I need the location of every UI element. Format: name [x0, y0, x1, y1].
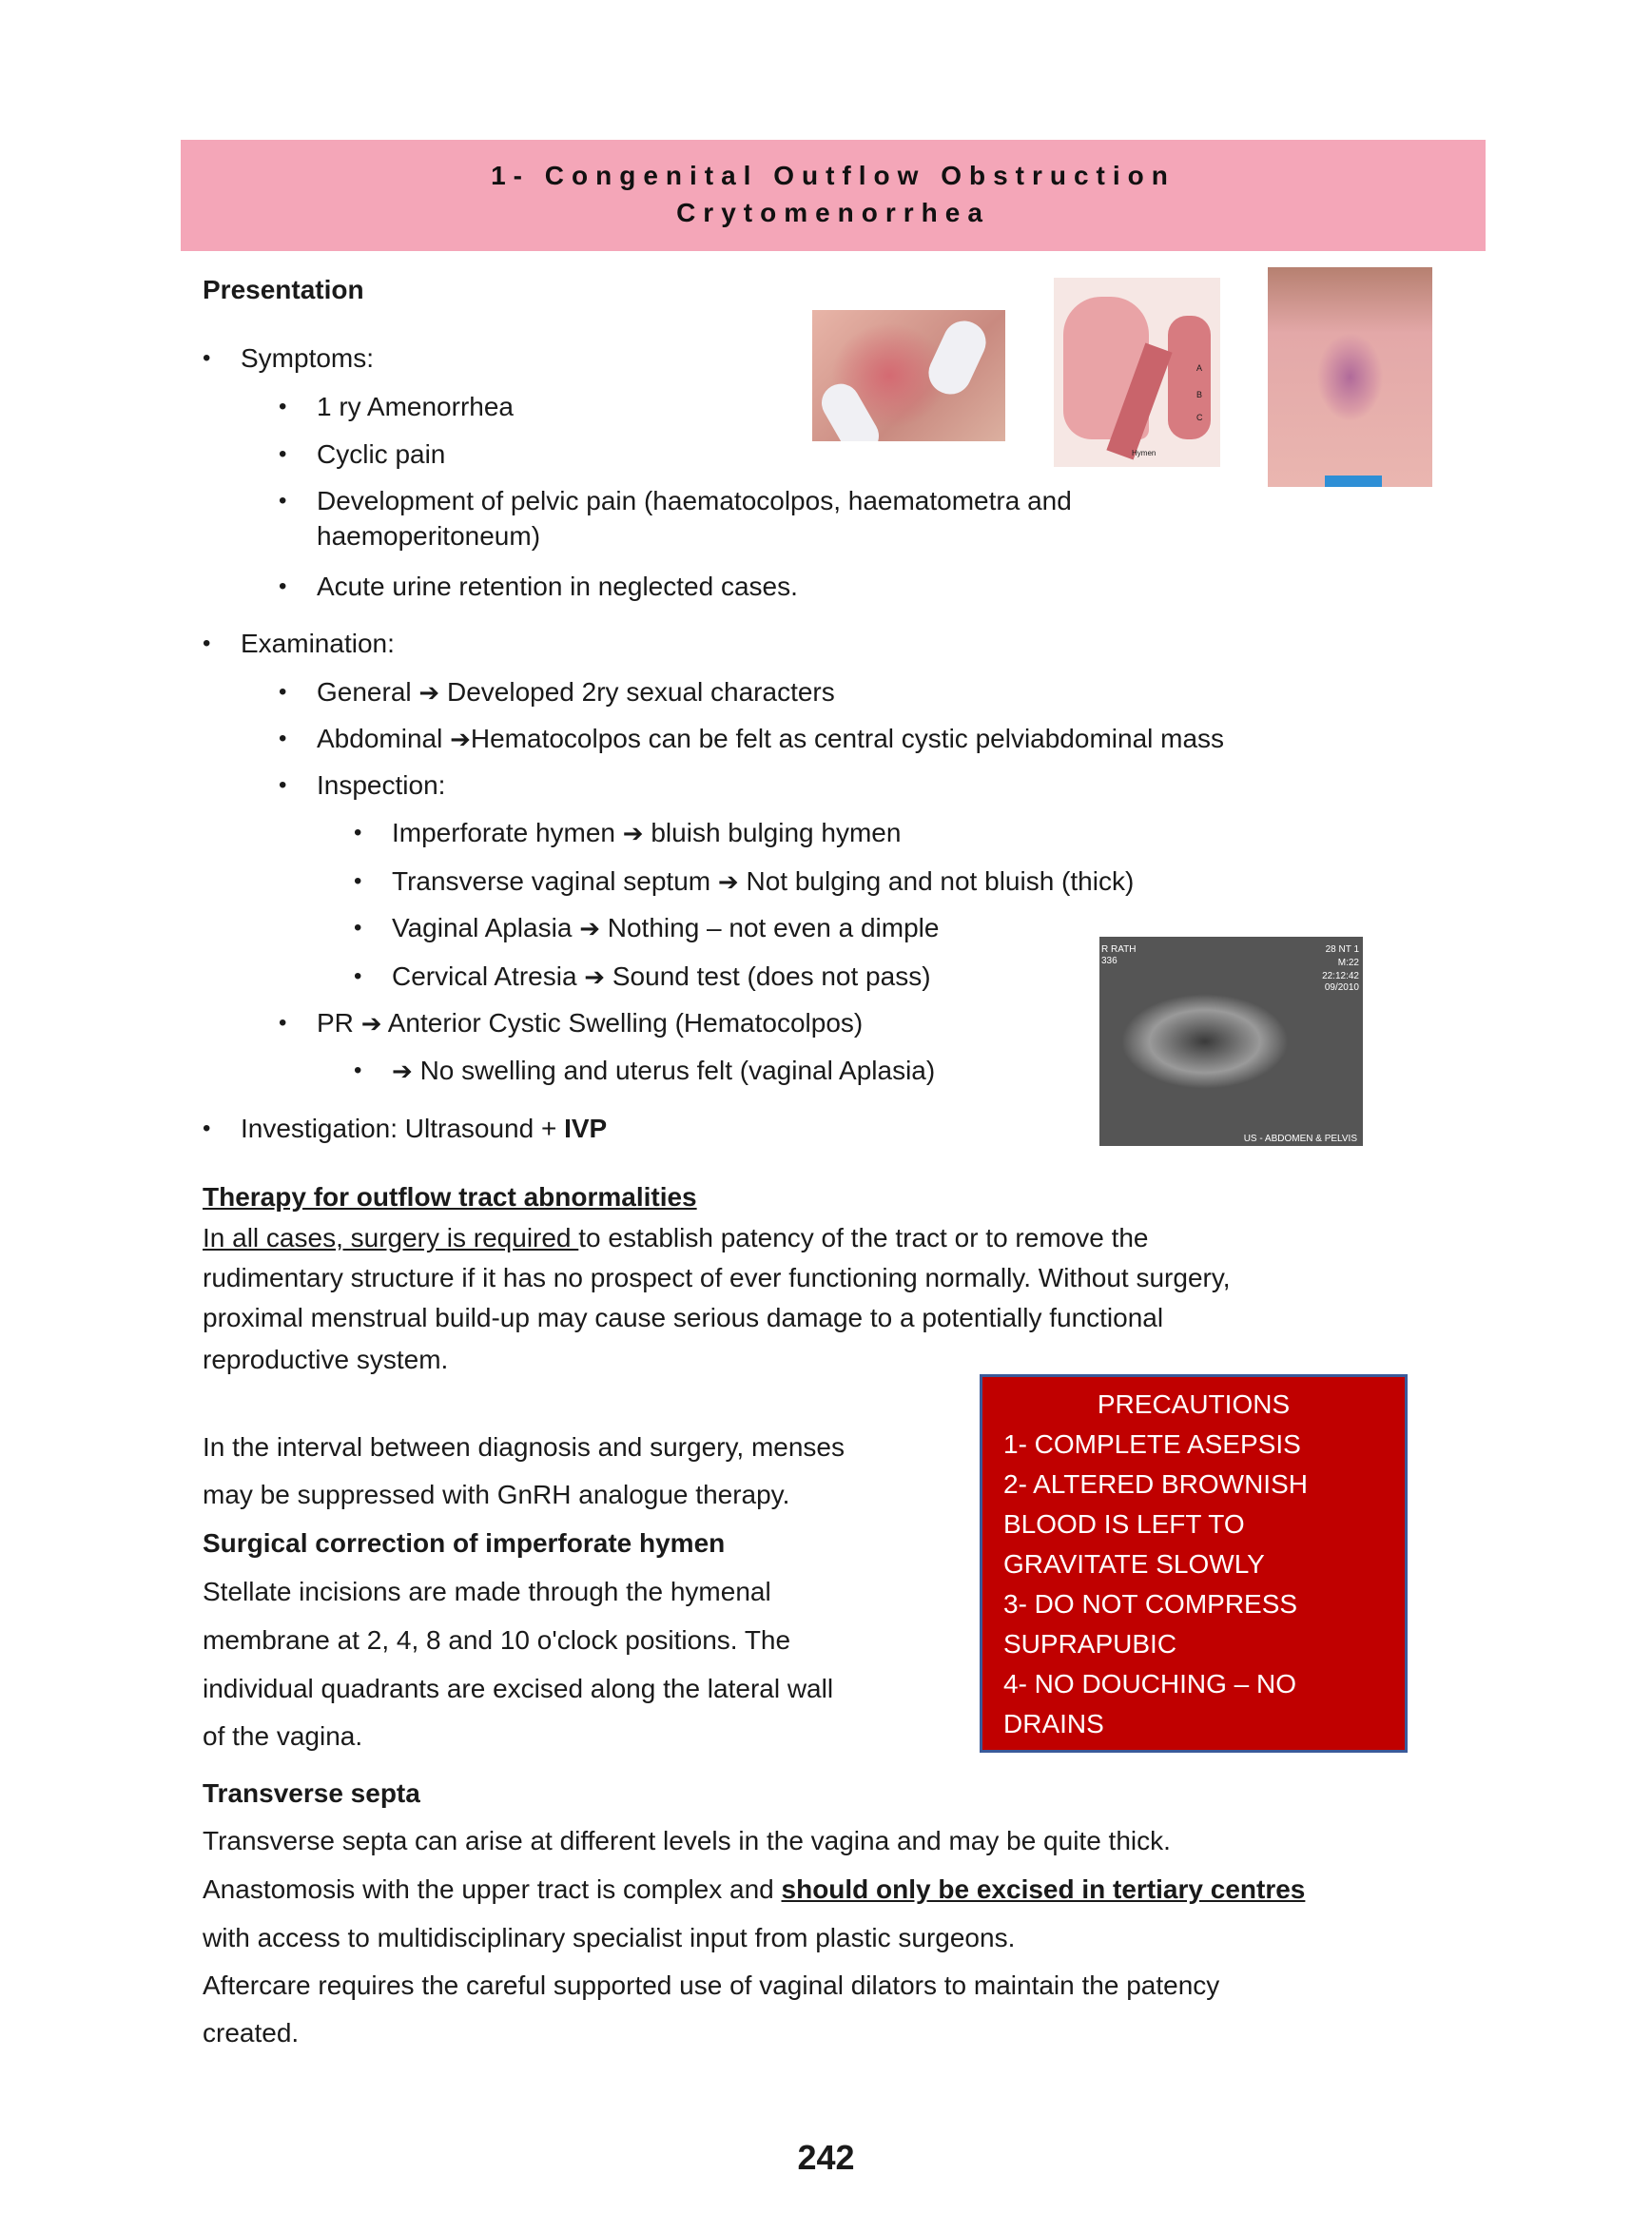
bullet-icon: • [354, 915, 362, 941]
inspection-label: Inspection: [317, 770, 446, 800]
inspection-item: Transverse vaginal septum ➔ Not bulging and not bluish (thick) [392, 866, 1135, 897]
symptom-item: Cyclic pain [317, 439, 446, 469]
surgical-text: individual quadrants are excised along the lateral wall [203, 1674, 834, 1703]
exam-general: General ➔ Developed 2ry sexual characters [317, 677, 835, 708]
section-header [181, 140, 1486, 251]
therapy-text: proximal menstrual build-up may cause serious damage to a potentially functional [203, 1303, 1164, 1332]
bullet-icon: • [203, 1116, 211, 1141]
septa-heading: Transverse septa [203, 1778, 420, 1808]
us-label: R RATH [1101, 944, 1137, 955]
anatomy-diagram [1054, 278, 1220, 467]
septa-text: Anastomosis with the upper tract is complex and should only be excised in tertiary centres [203, 1874, 1306, 1904]
precautions-box [980, 1374, 1408, 1753]
bullet-icon: • [279, 394, 287, 419]
precaution-line: 2- ALTERED BROWNISH [1003, 1469, 1308, 1499]
surgical-text: membrane at 2, 4, 8 and 10 o'clock positions. The [203, 1625, 791, 1655]
bullet-icon: • [279, 488, 287, 514]
bullet-icon: • [279, 679, 287, 705]
label-b: B [1196, 390, 1203, 399]
therapy-text: reproductive system. [203, 1345, 449, 1374]
section-title: 1- Congenital Outflow Obstruction [491, 161, 1176, 190]
gnrh-text: In the interval between diagnosis and surgery, menses [203, 1432, 845, 1462]
presentation-heading: Presentation [203, 275, 364, 304]
bullet-icon: • [354, 868, 362, 894]
gnrh-text: may be suppressed with GnRH analogue therapy. [203, 1480, 790, 1509]
inspection-item: Imperforate hymen ➔ bluish bulging hymen [392, 818, 902, 848]
therapy-heading: Therapy for outflow tract abnormalities [203, 1182, 697, 1212]
precaution-line: BLOOD IS LEFT TO [1003, 1509, 1245, 1539]
label-a: A [1196, 363, 1203, 373]
septa-text: with access to multidisciplinary specialist input from plastic surgeons. [203, 1923, 1016, 1952]
precaution-line: 3- DO NOT COMPRESS [1003, 1589, 1298, 1619]
symptom-item: Acute urine retention in neglected cases. [317, 572, 798, 601]
label-hymen: Hymen [1132, 449, 1156, 457]
bullet-icon: • [279, 573, 287, 599]
therapy-text: rudimentary structure if it has no prospect of ever functioning normally. Without surgery, [203, 1263, 1231, 1292]
arrow-icon: ➔ [418, 679, 440, 708]
arrow-icon: ➔ [622, 820, 644, 848]
symptom-item-cont: haemoperitoneum) [317, 521, 541, 551]
arrow-icon: ➔ [360, 1010, 382, 1039]
bullet-icon: • [354, 963, 362, 989]
exam-pr-sub: ➔ No swelling and uterus felt (vaginal Aplasia) [392, 1056, 936, 1086]
label-c: C [1196, 413, 1203, 422]
bullet-icon: • [279, 772, 287, 798]
arrow-icon: ➔ [584, 963, 606, 992]
precautions-title: PRECAUTIONS [1097, 1389, 1291, 1419]
surgical-text: Stellate incisions are made through the hymenal [203, 1577, 771, 1606]
investigation: Investigation: Ultrasound + IVP [241, 1114, 608, 1143]
symptoms-label: Symptoms: [241, 343, 375, 373]
septa-text: Aftercare requires the careful supported use of vaginal dilators to maintain the patency [203, 1970, 1220, 2000]
arrow-icon: ➔ [717, 868, 739, 897]
precaution-line: SUPRAPUBIC [1003, 1629, 1177, 1659]
inspection-item: Cervical Atresia ➔ Sound test (does not pass) [392, 961, 931, 992]
precaution-line: GRAVITATE SLOWLY [1003, 1549, 1265, 1579]
bullet-icon: • [203, 345, 211, 371]
bullet-icon: • [354, 820, 362, 845]
precaution-line: 4- NO DOUCHING – NO [1003, 1669, 1297, 1699]
precaution-line: DRAINS [1003, 1709, 1104, 1738]
bullet-icon: • [354, 1058, 362, 1083]
bullet-icon: • [279, 441, 287, 467]
us-label: M:22 [1337, 958, 1359, 968]
precaution-line: 1- COMPLETE ASEPSIS [1003, 1429, 1301, 1459]
examination-label: Examination: [241, 629, 395, 658]
bullet-icon: • [203, 631, 211, 656]
clinical-photo-2 [1268, 267, 1432, 487]
arrow-icon: ➔ [392, 1058, 413, 1086]
page-number: 242 [797, 2138, 855, 2177]
bullet-icon: • [279, 1010, 287, 1036]
arrow-icon: ➔ [450, 726, 471, 754]
us-label: US - ABDOMEN & PELVIS [1243, 1134, 1357, 1144]
therapy-text: In all cases, surgery is required to establish patency of the tract or to remove the [203, 1223, 1149, 1252]
septa-text: created. [203, 2018, 300, 2048]
us-label: 336 [1101, 956, 1118, 966]
surgical-heading: Surgical correction of imperforate hymen [203, 1528, 726, 1558]
clinical-photo-1 [812, 310, 1005, 441]
inspection-item: Vaginal Aplasia ➔ Nothing – not even a dimple [392, 913, 940, 943]
ultrasound-image [1099, 937, 1363, 1146]
us-label: 28 NT 1 [1325, 944, 1359, 955]
section-subtitle: Crytomenorrhea [676, 198, 990, 227]
symptom-item: Development of pelvic pain (haematocolpos, haematometra and [317, 486, 1072, 515]
septa-text: Transverse septa can arise at different levels in the vagina and may be quite thick. [203, 1826, 1171, 1855]
surgical-text: of the vagina. [203, 1721, 363, 1751]
us-label: 09/2010 [1324, 982, 1359, 993]
us-label: 22:12:42 [1322, 971, 1359, 981]
exam-pr: PR ➔ Anterior Cystic Swelling (Hematocolpos) [317, 1008, 864, 1039]
symptom-item: 1 ry Amenorrhea [317, 392, 514, 421]
exam-abdominal: Abdominal ➔Hematocolpos can be felt as central cystic pelviabdominal mass [317, 724, 1225, 754]
arrow-icon: ➔ [579, 915, 600, 943]
bullet-icon: • [279, 726, 287, 751]
